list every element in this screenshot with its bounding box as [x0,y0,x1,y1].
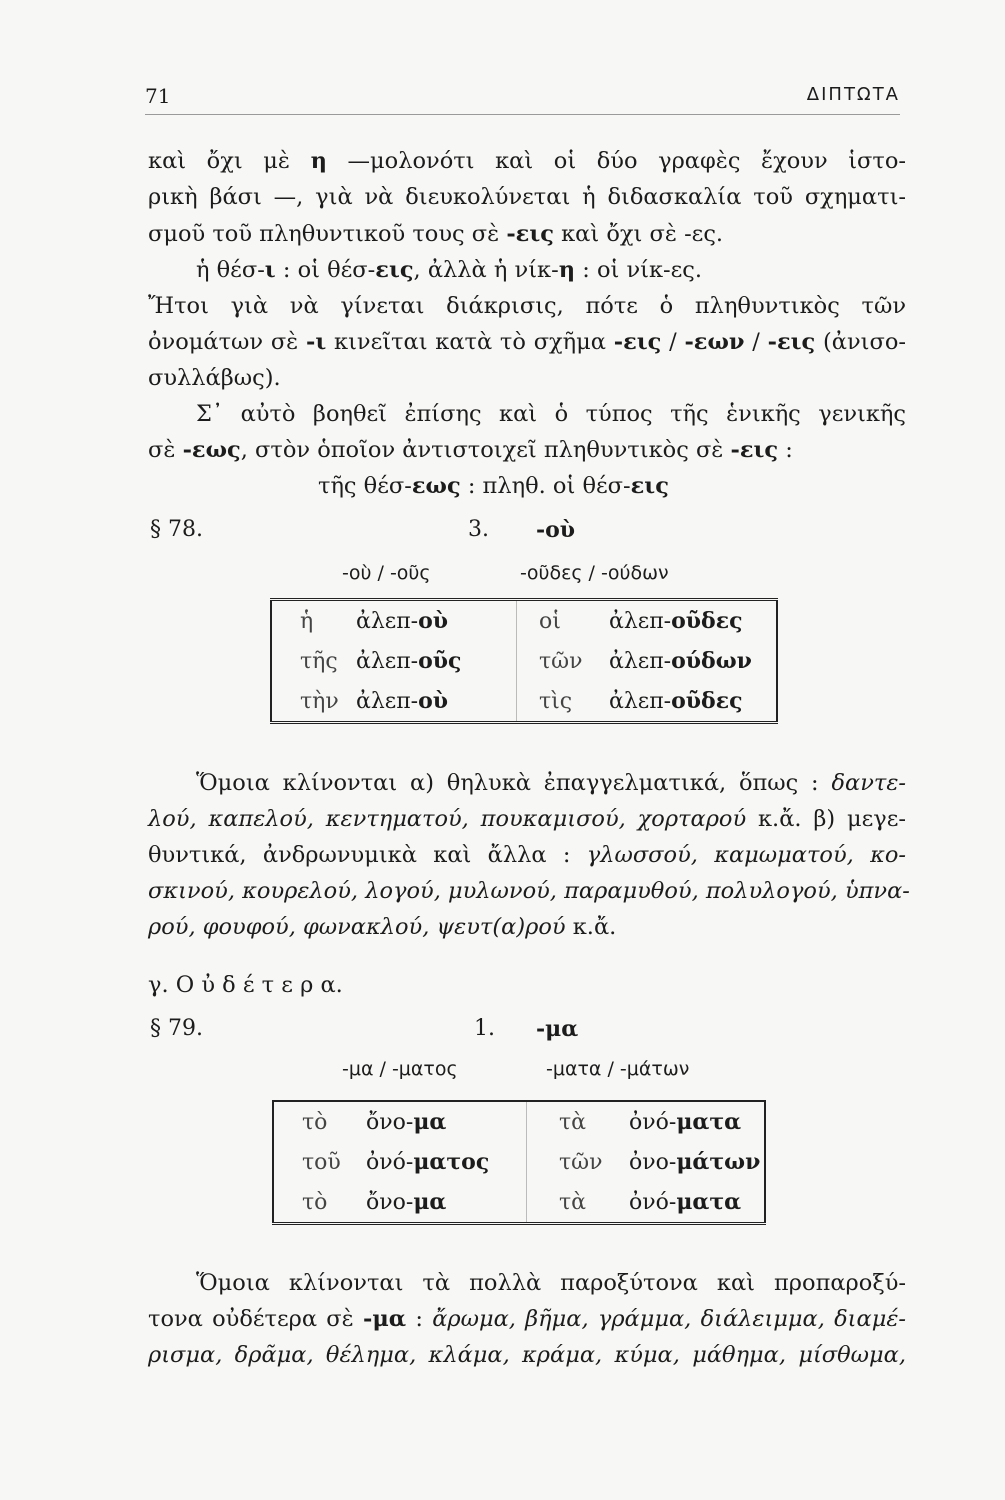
text-line: ρισμα, δρᾶμα, θέλημα, κλάμα, κράμα, κύμα, μάθημα, μίσθωμα, [148,1342,906,1368]
text-line: ὀνομάτων σὲ -ι κινεῖται κατὰ τὸ σχῆμα -εις / -εων / -εις (ἀνισο- [148,329,906,355]
declension-table-ou [270,598,778,724]
text-line: ρού, φουφού, φωνακλού, ψευτ(α)ρού κ.ἄ. [148,914,617,940]
example-line: τῆς θέσ-εως : πληθ. οἱ θέσ-εις [318,473,669,499]
section-ending: -μα [536,1016,579,1042]
running-header [145,78,900,115]
section-number: § 79. [150,1016,203,1041]
section-sub-number: 1. [474,1016,495,1041]
text-line: Σ᾽ αὐτὸ βοηθεῖ ἐπίσης καὶ ὁ τύπος τῆς ἑνικῆς γενικῆς [196,401,906,427]
declension-table-ma [272,1100,766,1225]
table-row: τῆς ἀλεπ-οῦς τῶν ἀλεπ-ούδων [271,641,777,681]
text-line: Ἤτοι γιὰ νὰ γίνεται διάκρισις, πότε ὁ πληθυντικὸς τῶν [148,293,906,319]
table-row: τὸ ὄνο-μα τὰ ὀνό-ματα [273,1182,765,1224]
table-row: τὴν ἀλεπ-οὺ τὶς ἀλεπ-οῦδες [271,681,777,723]
text-line: ρικὴ βάσι —, γιὰ νὰ διευκολύνεται ἡ διδασκαλία τοῦ σχηματι- [148,184,906,210]
text-line: σκινού, κουρελού, λογού, μυλωνού, παραμυθού, πολυλογού, ὑπνα- [148,878,910,904]
section-number: § 78. [150,517,203,542]
table-row: τοῦ ὀνό-ματος τῶν ὀνο-μάτων [273,1142,765,1182]
table-row: ἡ ἀλεπ-οὺ οἱ ἀλεπ-οῦδες [271,600,777,642]
text-line: Ὅμοια κλίνονται τὰ πολλὰ παροξύτονα καὶ προπαροξύ- [196,1270,906,1296]
text-line: συλλάβως). [148,365,281,391]
text-line: σὲ -εως, στὸν ὁποῖον ἀντιστοιχεῖ πληθυντικὸς σὲ -εις : [148,437,793,463]
subsection-heading: γ. Ο ὐ δ έ τ ε ρ α. [148,972,343,998]
section-sub-number: 3. [468,517,489,542]
running-title: ΔΙΠΤΩΤΑ [806,84,900,105]
text-line: καὶ ὄχι μὲ η —μολονότι καὶ οἱ δύο γραφὲς ἔχουν ἱστο- [148,148,907,174]
text-line: θυντικά, ἀνδρωνυμικὰ καὶ ἄλλα : γλωσσού, καμωματού, κο- [148,842,906,868]
text-line: σμοῦ τοῦ πληθυντικοῦ τους σὲ -εις καὶ ὄχι σὲ -ες. [148,221,724,247]
singular-pattern: -μα / -ματος [342,1058,458,1080]
page-number: 71 [145,84,171,108]
text-line: Ὅμοια κλίνονται α) θηλυκὰ ἐπαγγελματικά, ὅπως : δαντε- [196,770,906,796]
text-line: λού, καπελού, κεντηματού, πουκαμισού, χορταρού κ.ἄ. β) μεγε- [148,806,906,832]
text-line: τονα οὐδέτερα σὲ -μα : ἄρωμα, βῆμα, γράμμα, διάλειμμα, διαμέ- [148,1306,906,1332]
plural-pattern: -οῦδες / -ούδων [520,562,669,584]
singular-pattern: -οὺ / -οῦς [342,562,431,584]
text-line: ἡ θέσ-ι : οἱ θέσ-εις, ἀλλὰ ἡ νίκ-η : οἱ νίκ-ες. [196,257,703,283]
section-ending: -οὺ [536,517,576,543]
plural-pattern: -ματα / -μάτων [546,1058,690,1080]
table-row: τὸ ὄνο-μα τὰ ὀνό-ματα [273,1101,765,1142]
